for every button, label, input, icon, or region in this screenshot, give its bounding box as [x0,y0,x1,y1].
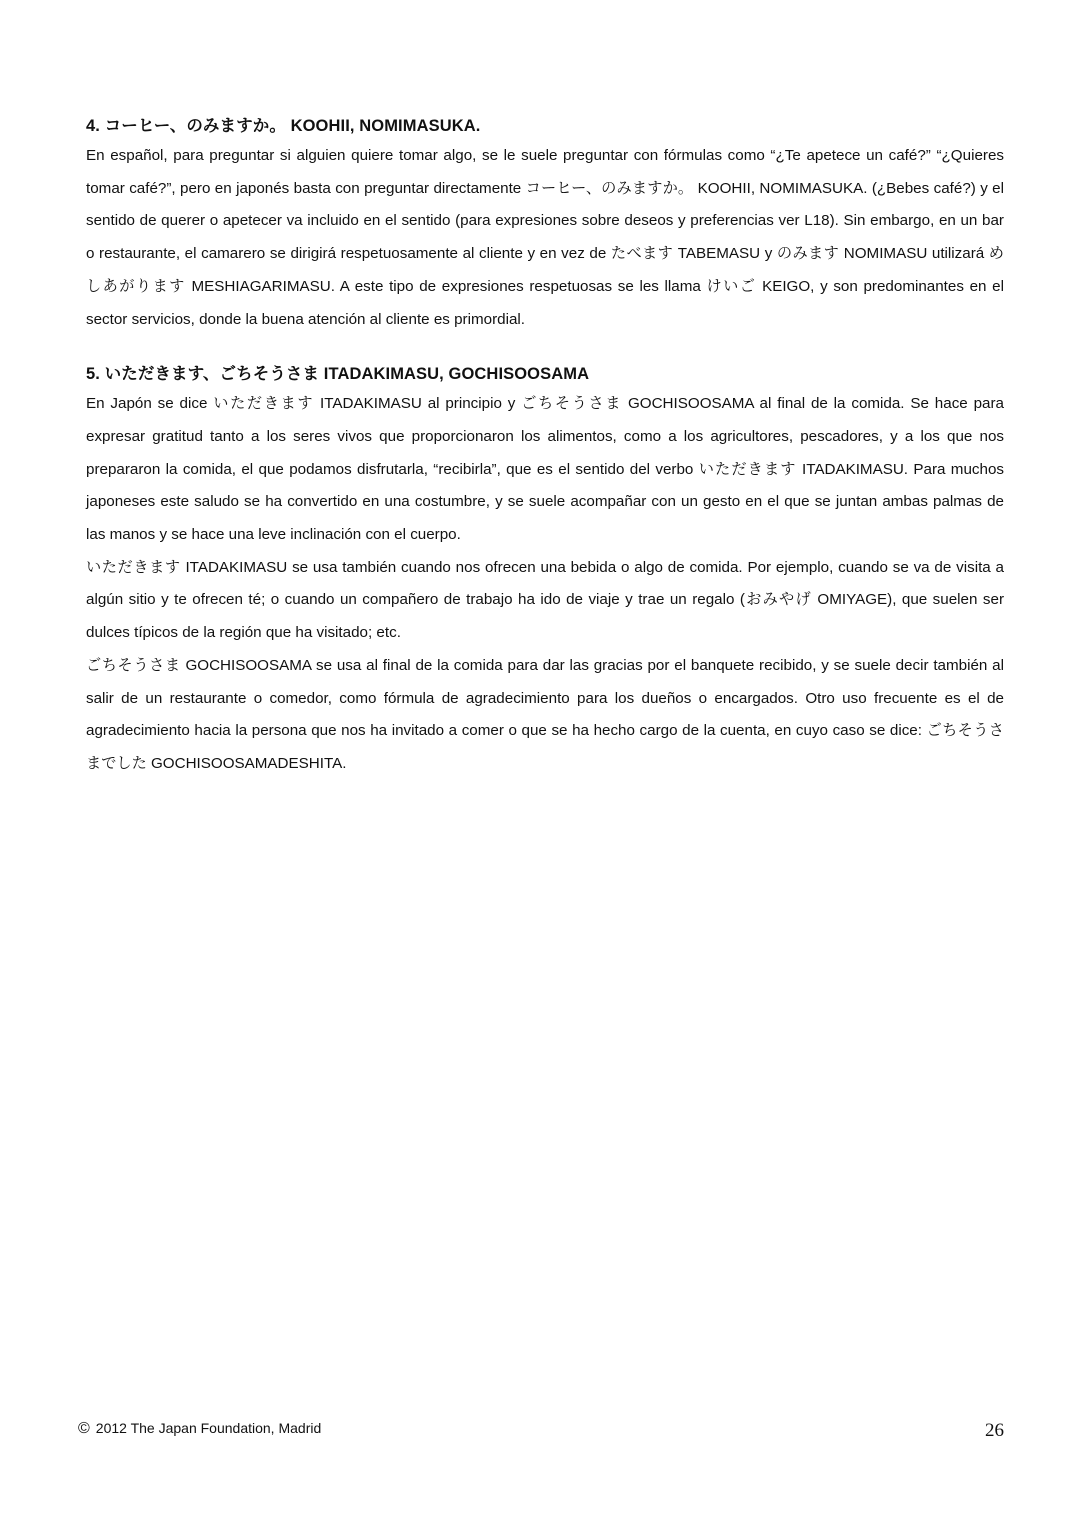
page-number: 26 [985,1420,1004,1441]
section-spacer [86,336,1004,360]
footer-copyright [78,1418,321,1439]
section-5-heading: 5. いただきます、ごちそうさま ITADAKIMASU, GOCHISOOSAMA [86,365,590,384]
section-5-paragraph-3: ごちそうさま GOCHISOOSAMA se usa al final de la comida para dar las gracias por el banquete recibido, y se suele decir también al salir de un restaurante o comedor, como fórmula de agradecimiento para los dueños o encargados. Otro uso frecuente es el de agradecimiento hacia la persona que nos ha invitado a comer o que se ha hecho cargo de la cuenta, en cuyo caso se dice: ごちそうさまでした GOCHISOOSAMADESHITA. [86,656,1004,772]
section-5-paragraph-2: いただきます ITADAKIMASU se usa también cuando nos ofrecen una bebida o algo de comida. Por ejemplo, cuando se va de visita a algún sitio y te ofrecen té; o cuando un compañero de trabajo ha ido de viaje y trae un regalo (おみやげ OMIYAGE), que suelen ser dulces típicos de la región que ha visitado; etc. [86,558,1004,642]
copyright-text: 2012 The Japan Foundation, Madrid [95,1420,322,1436]
page-content [86,112,1004,781]
section-5 [86,360,1004,780]
section-4 [86,112,1004,336]
section-5-paragraph-1: En Japón se dice いただきます ITADAKIMASU al principio y ごちそうさま GOCHISOOSAMA al final de la comida. Se hace para expresar gratitud tanto a los seres vivos que proporcionaron los alimentos, como a los agricultores, pescadores, y a los que nos prepararon la comida, el que podamos disfrutarla, “recibirla”, que es el sentido del verbo いただきます ITADAKIMASU. Para muchos japoneses este saludo se ha convertido en una costumbre, y se suele acompañar con un gesto en el que se juntan ambas palmas de las manos y se hace una leve inclinación con el cuerpo. [86,395,1004,544]
section-4-paragraph: En español, para preguntar si alguien quiere tomar algo, se le suele preguntar con fórmulas como “¿Te apetece un café?” “¿Quieres tomar café?”, pero en japonés basta con preguntar directamente コーヒー、のみますか。 KOOHII, NOMIMASUKA. (¿Bebes café?) y el sentido de querer o apetecer va incluido en el sentido (para expresiones sobre deseos y preferencias ver L18). Sin embargo, en un bar o restaurante, el camarero se dirigirá respetuosamente al cliente y en vez de たべます TABEMASU y のみます NOMIMASU utilizará めしあがります MESHIAGARIMASU. A este tipo de expresiones respetuosas se les llama けいご KEIGO, y son predominantes en el sector servicios, donde la buena atención al cliente es primordial. [86,147,1004,328]
section-4-heading: 4. コーヒー、のみますか。 KOOHII, NOMIMASUKA. [86,117,481,135]
copyright-icon: © [78,1420,90,1437]
